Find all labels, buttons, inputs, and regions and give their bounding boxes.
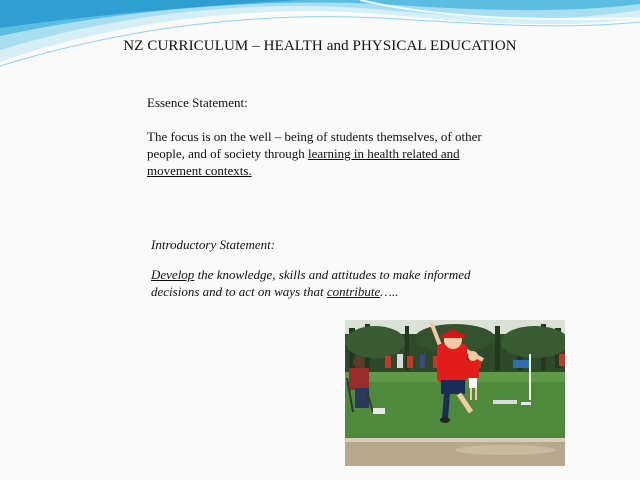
essence-heading: Essence Statement:	[147, 95, 248, 110]
slide-title: NZ CURRICULUM – HEALTH and PHYSICAL EDUCATION	[123, 38, 517, 54]
essence-section	[147, 94, 517, 179]
essence-body-text: The focus is on the well – being of students themselves, of other people, and of society through	[147, 129, 482, 161]
introductory-heading: Introductory Statement:	[151, 237, 276, 252]
intro-develop: Develop	[151, 267, 195, 282]
child-long-jump-photo	[345, 320, 565, 466]
essence-body	[147, 128, 517, 179]
essence-body-underlined: learning in health related and movement contexts.	[147, 146, 460, 178]
intro-tail: …..	[380, 284, 399, 299]
introductory-body	[151, 266, 481, 300]
intro-body-text: the knowledge, skills and attitudes to make informed decisions and to act on ways that	[151, 267, 471, 299]
photo-illustration	[345, 320, 565, 466]
intro-contribute: contribute	[326, 284, 381, 299]
introductory-section	[151, 236, 481, 300]
